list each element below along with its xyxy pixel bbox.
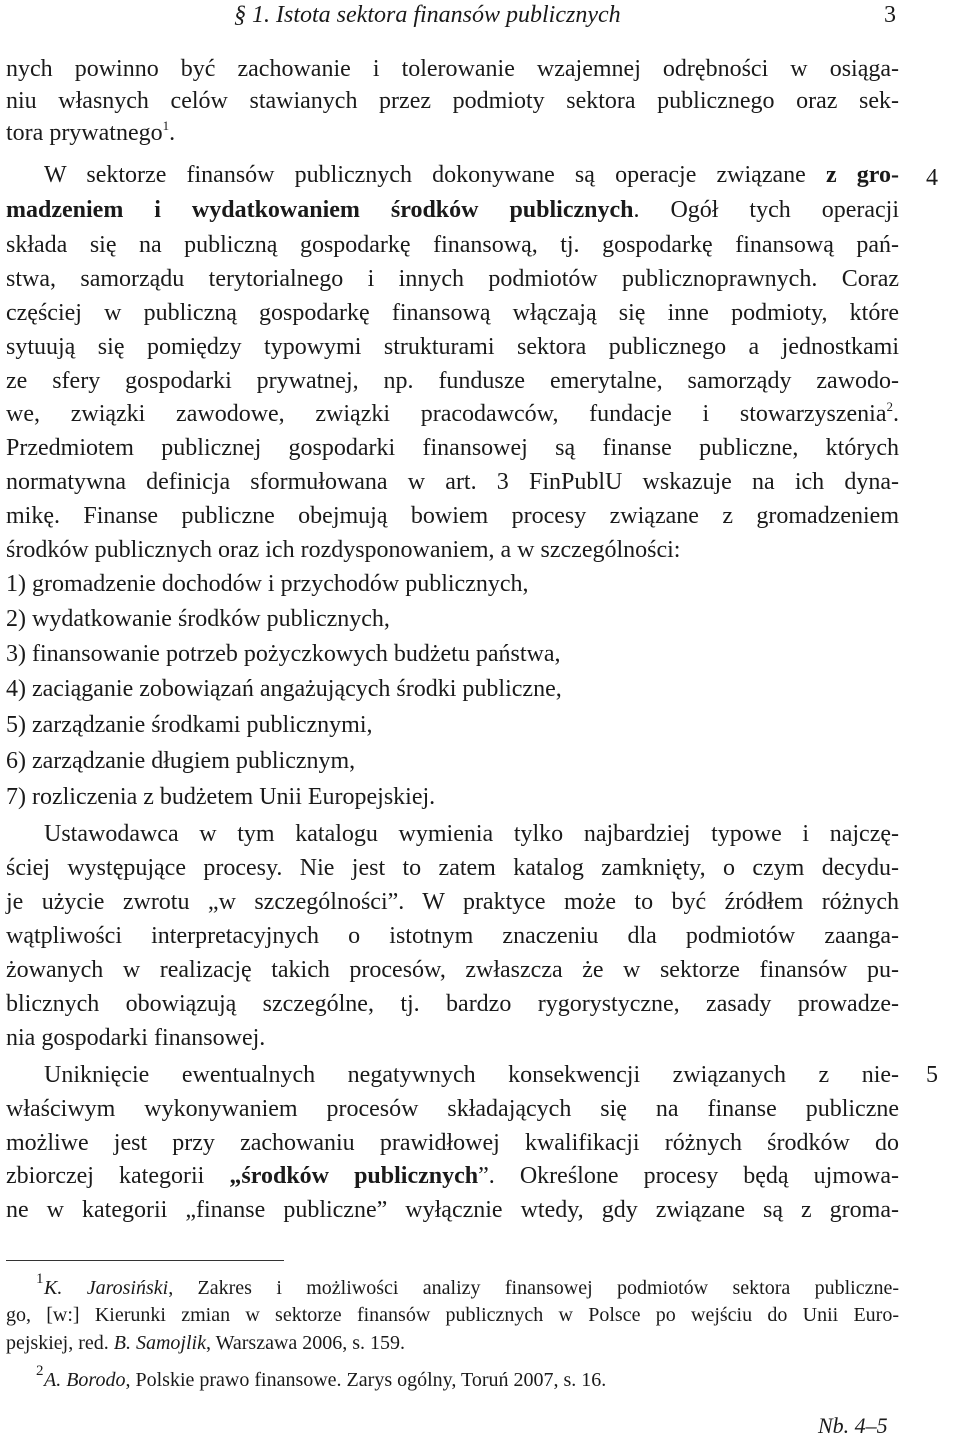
text-line: ściej występujące procesy. Nie jest to zatem katalog zamknięty, o czym decydu- bbox=[6, 855, 899, 881]
running-header bbox=[0, 0, 960, 34]
text-line: częściej w publiczną gospodarkę finansową włączają się inne podmioty, które bbox=[6, 300, 899, 326]
footnote-line: pejskiej, red. B. Samojlik, Warszawa 2006, s. 159. bbox=[6, 1332, 406, 1354]
text-line: Ustawodawca w tym katalogu wymienia tylko najbardziej typowe i najczę- bbox=[44, 821, 899, 847]
footnote-ref-2[interactable]: 2 bbox=[886, 399, 893, 414]
footnote-number-2: 2 bbox=[36, 1363, 44, 1379]
list-item: 5) zarządzanie środkami publicznymi, bbox=[6, 712, 373, 738]
text-line: środków publicznych oraz ich rozdysponowaniem, a w szczególności: bbox=[6, 537, 681, 563]
list-item: 4) zaciąganie zobowiązań angażujących środki publiczne, bbox=[6, 676, 562, 702]
text-line: nych powinno być zachowanie i tolerowanie wzajemnej odrębności w osiąga- bbox=[6, 56, 899, 82]
text-line: niu własnych celów stawianych przez podmioty sektora publicznego oraz sek- bbox=[6, 88, 899, 114]
text-line: zbiorczej kategorii „środków publicznych”. Określone procesy będą ujmowa- bbox=[6, 1163, 899, 1189]
margin-number-5: 5 bbox=[926, 1062, 938, 1088]
list-item: 6) zarządzanie długiem publicznym, bbox=[6, 748, 356, 774]
footnote-ref-1[interactable]: 1 bbox=[162, 118, 170, 133]
list-item: 1) gromadzenie dochodów i przychodów publicznych, bbox=[6, 571, 529, 597]
text-line: składa się na publiczną gospodarkę finansową, tj. gospodarkę finansową pań- bbox=[6, 232, 899, 258]
text-line: wątpliwości interpretacyjnych o istotnym znaczeniu dla podmiotów zaanga- bbox=[6, 923, 899, 949]
margin-number-4: 4 bbox=[926, 165, 938, 191]
text-line: możliwe jest przy zachowaniu prawidłowej kwalifikacji różnych środków do bbox=[6, 1130, 899, 1156]
footnote-divider bbox=[6, 1260, 284, 1261]
list-item: 3) finansowanie potrzeb pożyczkowych budżetu państwa, bbox=[6, 641, 561, 667]
text-line: Uniknięcie ewentualnych negatywnych konsekwencji związanych z nie- bbox=[44, 1062, 899, 1088]
text-line: sytuują się pomiędzy typowymi strukturami sektora publicznego a jednostkami bbox=[6, 334, 899, 360]
chapter-title: § 1. Istota sektora finansów publicznych bbox=[234, 2, 621, 28]
text-line: żowanych w realizację takich procesów, zwłaszcza że w sektorze finansów pu- bbox=[6, 957, 899, 983]
text-line: nia gospodarki finansowej. bbox=[6, 1025, 266, 1051]
margin-number-range: Nb. 4–5 bbox=[818, 1413, 888, 1438]
text-line: madzeniem i wydatkowaniem środków publicznych. Ogół tych operacji bbox=[6, 197, 899, 223]
text-line: ze sfery gospodarki prywatnej, np. fundusze emerytalne, samorządy zawodo- bbox=[6, 368, 899, 394]
footnote-number-1: 1 bbox=[36, 1271, 44, 1287]
text-line: ne w kategorii „finanse publiczne” wyłącznie wtedy, gdy związane są z groma- bbox=[6, 1197, 899, 1223]
footnote-line: go, [w:] Kierunki zmian w sektorze finansów publicznych w Polsce po wejściu do Unii Euro- bbox=[6, 1304, 899, 1326]
text-line: właściwym wykonywaniem procesów składających się na finanse publiczne bbox=[6, 1096, 899, 1122]
list-item: 2) wydatkowanie środków publicznych, bbox=[6, 606, 390, 632]
text-line: we, związki zawodowe, związki pracodawców, fundacje i stowarzyszenia$^2$. bbox=[6, 399, 899, 427]
page-number: 3 bbox=[884, 2, 896, 28]
text-line: tora prywatnego$^1$. bbox=[6, 118, 176, 146]
text-line: normatywna definicja sformułowana w art. 3 FinPublU wskazuje na ich dyna- bbox=[6, 469, 899, 495]
text-line: je użycie zwrotu „w szczególności”. W praktyce może to być źródłem różnych bbox=[6, 889, 899, 915]
text-line: stwa, samorządu terytorialnego i innych podmiotów publicznoprawnych. Coraz bbox=[6, 266, 899, 292]
footnote-line: A. Borodo, Polskie prawo finansowe. Zarys ogólny, Toruń 2007, s. 16. bbox=[44, 1369, 607, 1391]
footnote-line: K. Jarosiński, Zakres i możliwości analizy finansowej podmiotów sektora publiczne- bbox=[44, 1277, 899, 1299]
text-line: mikę. Finanse publiczne obejmują bowiem procesy związane z gromadzeniem bbox=[6, 503, 899, 529]
text-line: W sektorze finansów publicznych dokonywane są operacje związane z gro- bbox=[44, 162, 899, 188]
list-item: 7) rozliczenia z budżetem Unii Europejskiej. bbox=[6, 784, 436, 810]
text-line: Przedmiotem publicznej gospodarki finansowej są finanse publiczne, których bbox=[6, 435, 899, 461]
text-line: blicznych obowiązują szczególne, tj. bardzo rygorystyczne, zasady prowadze- bbox=[6, 991, 899, 1017]
